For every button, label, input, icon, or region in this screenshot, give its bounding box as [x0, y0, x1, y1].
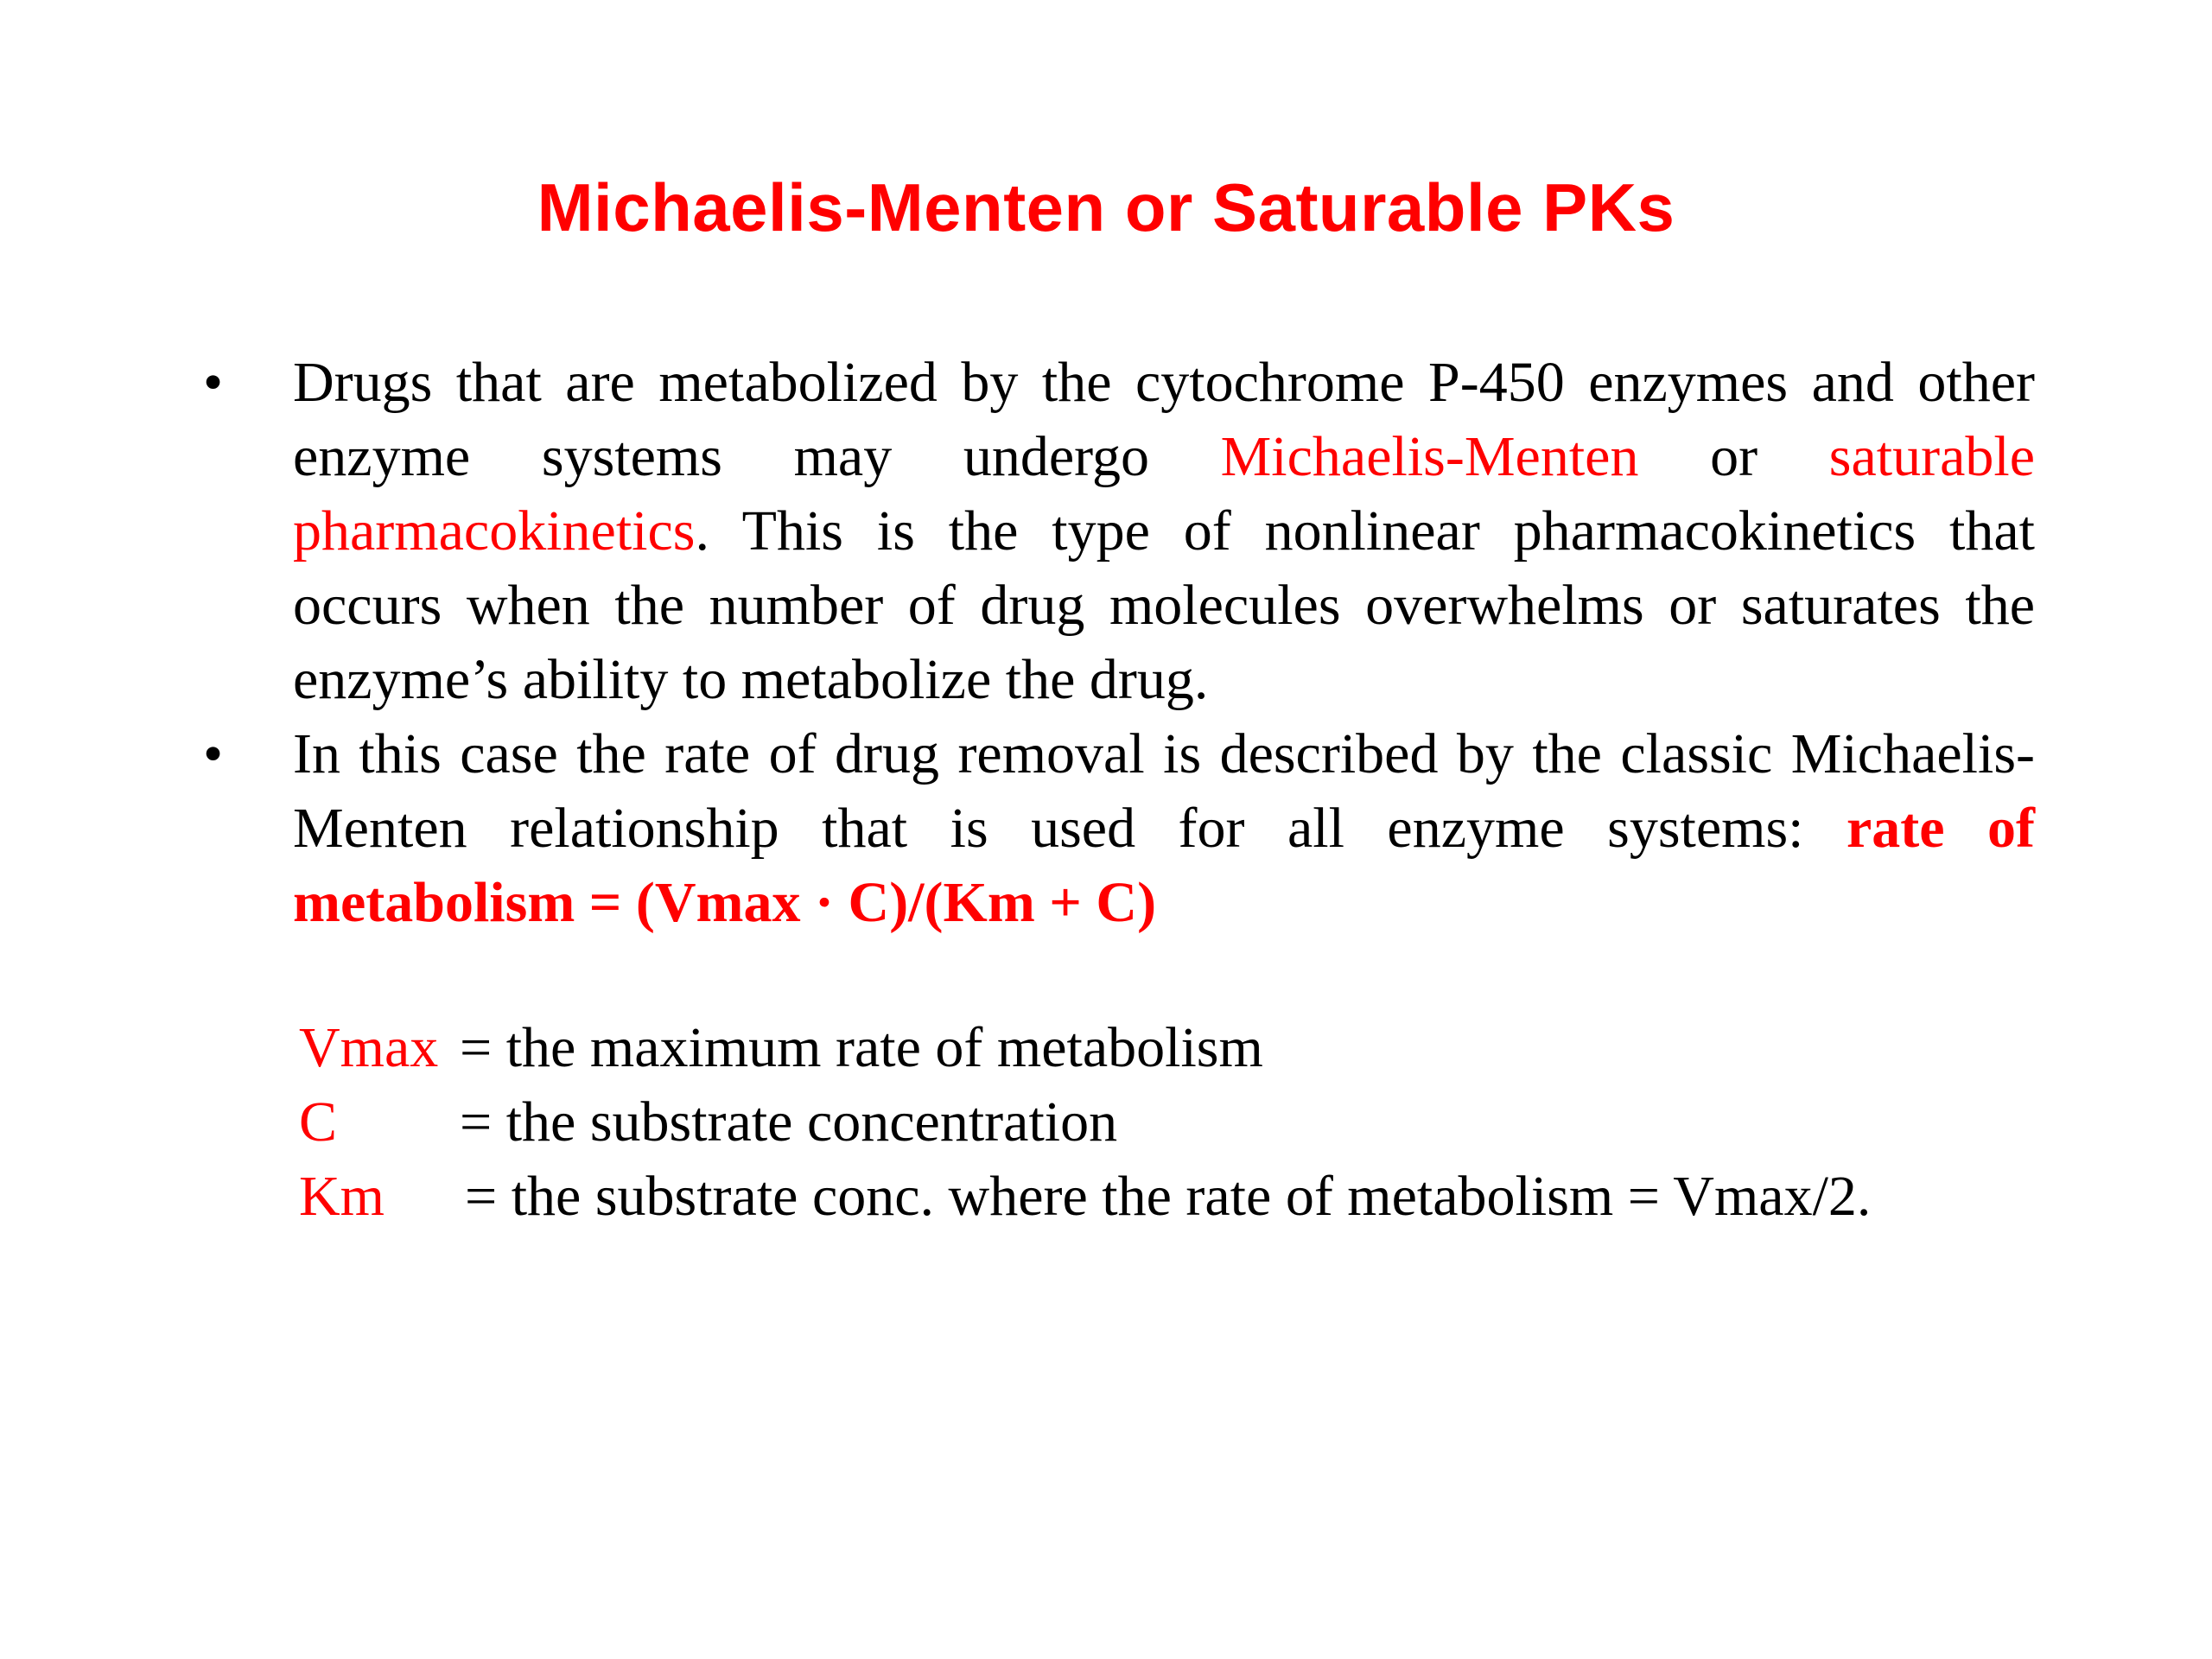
- slide-title: Michaelis-Menten or Saturable PKs: [537, 169, 1675, 245]
- bullet-dot-icon: •: [203, 351, 224, 414]
- bullet-text: Drugs that are metabolized by the cytochrome P-450 enzymes and other enzyme systems may undergo: [293, 351, 2035, 488]
- definition-term: C: [299, 1090, 338, 1154]
- definition-row-vmax: [299, 1011, 1871, 1085]
- bullet-dot-icon: •: [203, 722, 224, 785]
- definition-row-c: [299, 1085, 1871, 1160]
- definition-description: = the substrate concentration: [460, 1090, 1118, 1154]
- bullet-text: . This is the type of nonlinear pharmacokinetics that occurs when the number of drug molecules overwhelms or saturates the enzyme’s ability to metabolize the drug.: [293, 499, 2035, 711]
- definitions-list: [299, 1011, 1871, 1234]
- definition-description: = the maximum rate of metabolism: [460, 1016, 1263, 1079]
- bullet-item-rate-equation: [203, 717, 2035, 940]
- bullet-item-metabolism: [203, 346, 2035, 717]
- definition-term: Km: [299, 1165, 385, 1228]
- bullet-text: or: [1638, 425, 1829, 488]
- bullet-list: [203, 346, 2035, 940]
- definition-row-km: [299, 1160, 1871, 1234]
- highlight-saturable-pk: saturable pharmacokinetics: [293, 425, 2035, 563]
- rate-formula: rate of metabolism = (Vmax · C)/(Km + C): [293, 797, 2035, 934]
- definition-term: Vmax: [299, 1016, 439, 1079]
- definition-description: = the substrate conc. where the rate of metabolism = Vmax/2.: [465, 1165, 1872, 1228]
- bullet-text: In this case the rate of drug removal is described by the classic Michaelis- Menten relationship that is used for all enzyme systems:: [293, 722, 2035, 860]
- highlight-michaelis-menten: Michaelis-Menten: [1220, 425, 1639, 488]
